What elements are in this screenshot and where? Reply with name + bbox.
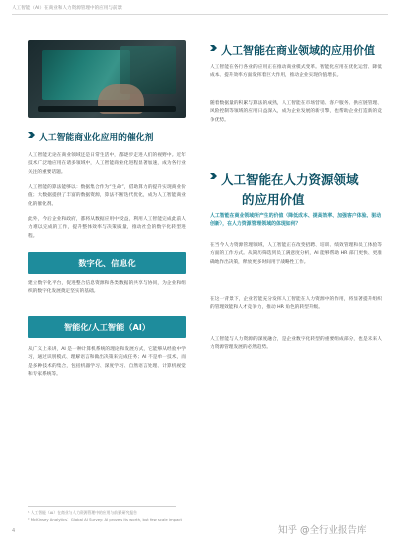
section-title-catalyst: 人工智能商业化应用的催化剂 [39,133,154,143]
hr-paragraph-2: 在这一背景下，企业若能充分发挥人工智能在人力资源中的作用，将显著提升组织的管理效能和人才竞争力，推动 HR 角色的转型升级。 [210,297,382,311]
business-paragraph-2: 随着数据量的积累与算法的成熟，人工智能在市场营销、客户服务、供应链管理、风险控制等领域的应用日益深入，成为企业发展的新引擎，也帮助企业打造新的竞争优势。 [210,101,382,123]
hero-photo [28,40,186,118]
footnote-2: ² McKinsey Analytics：Global AI Survey: AI proves its worth, but few scale impact [28,517,182,522]
header-divider [12,14,388,15]
watermark-text: 知乎 @全行业报告库 [278,525,367,536]
catalyst-paragraph-2: 人工智能的算法能够以：数据集合作为“生命”，借助算力的提升实现商业价值；大数据提供了丰富的数据资源，算法不断迭代优化，成为人工智能商业化的催化剂。 [28,185,186,207]
section-title-hr-line1: 人工智能在人力资源领域 [221,172,359,187]
section-chevron-icon [210,44,218,52]
hr-paragraph-1: 在当今人力资源管理领域，人工智能正在改变招聘、培训、绩效管理和员工体验等方面的工作方式。从简历筛选到员工满意度分析，AI 能够帮助 HR 部门更快、更准确地作出决策，释放更多时间用于战略性工作。 [210,243,382,265]
business-paragraph-1: 人工智能在各行各业的应用正在推动商业模式变革。智能化应用在优化运营、降低成本、提升效率方面发挥着巨大作用，推动企业实现价值增长。 [210,65,382,79]
hr-paragraph-3: 人工智能与人力资源的深度融合，是企业数字化转型的重要组成部分，也是未来人力资源管理发展的必然趋势。 [210,337,382,351]
hr-subtitle: 人工智能在商业领域所产生的价值（降低成本、提高效率、加强客户体验、驱动创新），在人力资源管理领域的体现如何？ [210,213,382,228]
page-number: 4 [12,528,16,534]
photo-keyboard [38,106,176,112]
digital-banner [28,252,186,274]
page-header [0,0,400,16]
header-text: 人工智能（AI）在商业和人力资源管理中的应用与前景 [12,6,123,11]
ai-paragraph: 从广义上来讲，AI 是一种计算机系统的理论和发展方式，它能够从经验中学习，通过识别模式、理解语言和做出决策来完成任务；AI 不是单一技术，而是多种技术的集合，包括机器学习、深度学习、自然语言处理、计算机视觉和专家系统等。 [28,347,186,378]
catalyst-paragraph-1: 人工智能无论在商业领域还是日常生活中，都逐步走进人们的视野中。近年技术广泛地应用在诸多领域中，人工智能商业化进程显著加速，成为各行业关注的重要话题。 [28,153,186,175]
catalyst-paragraph-3: 此外，今后企业和政府，都将从数据应用中受益，利用人工智能完成此前人力难以完成的工作，提升整体效率与决策质量，推动社会的数字化转型进程。 [28,217,186,239]
ai-banner [28,316,186,338]
digital-paragraph: 建立数字化平台，促进整合信息资源和各类数据的共享与协同，为企业和组织的数字化发展奠定坚实的基础。 [28,281,186,295]
footnote-1: ¹ 人工智能（AI）在商业与人力资源管理中的应用与前景研究报告 [28,510,137,515]
footnote-divider [28,506,176,507]
ai-banner-label: 智能化/人工智能（AI） [63,322,151,332]
section-title-business-value: 人工智能在商业领域的应用价值 [221,44,375,57]
section-chevron-icon [28,131,36,139]
digital-banner-label: 数字化、信息化 [78,258,136,268]
section-chevron-icon [210,172,218,180]
section-title-hr-line2: 的应用价值 [242,192,305,207]
